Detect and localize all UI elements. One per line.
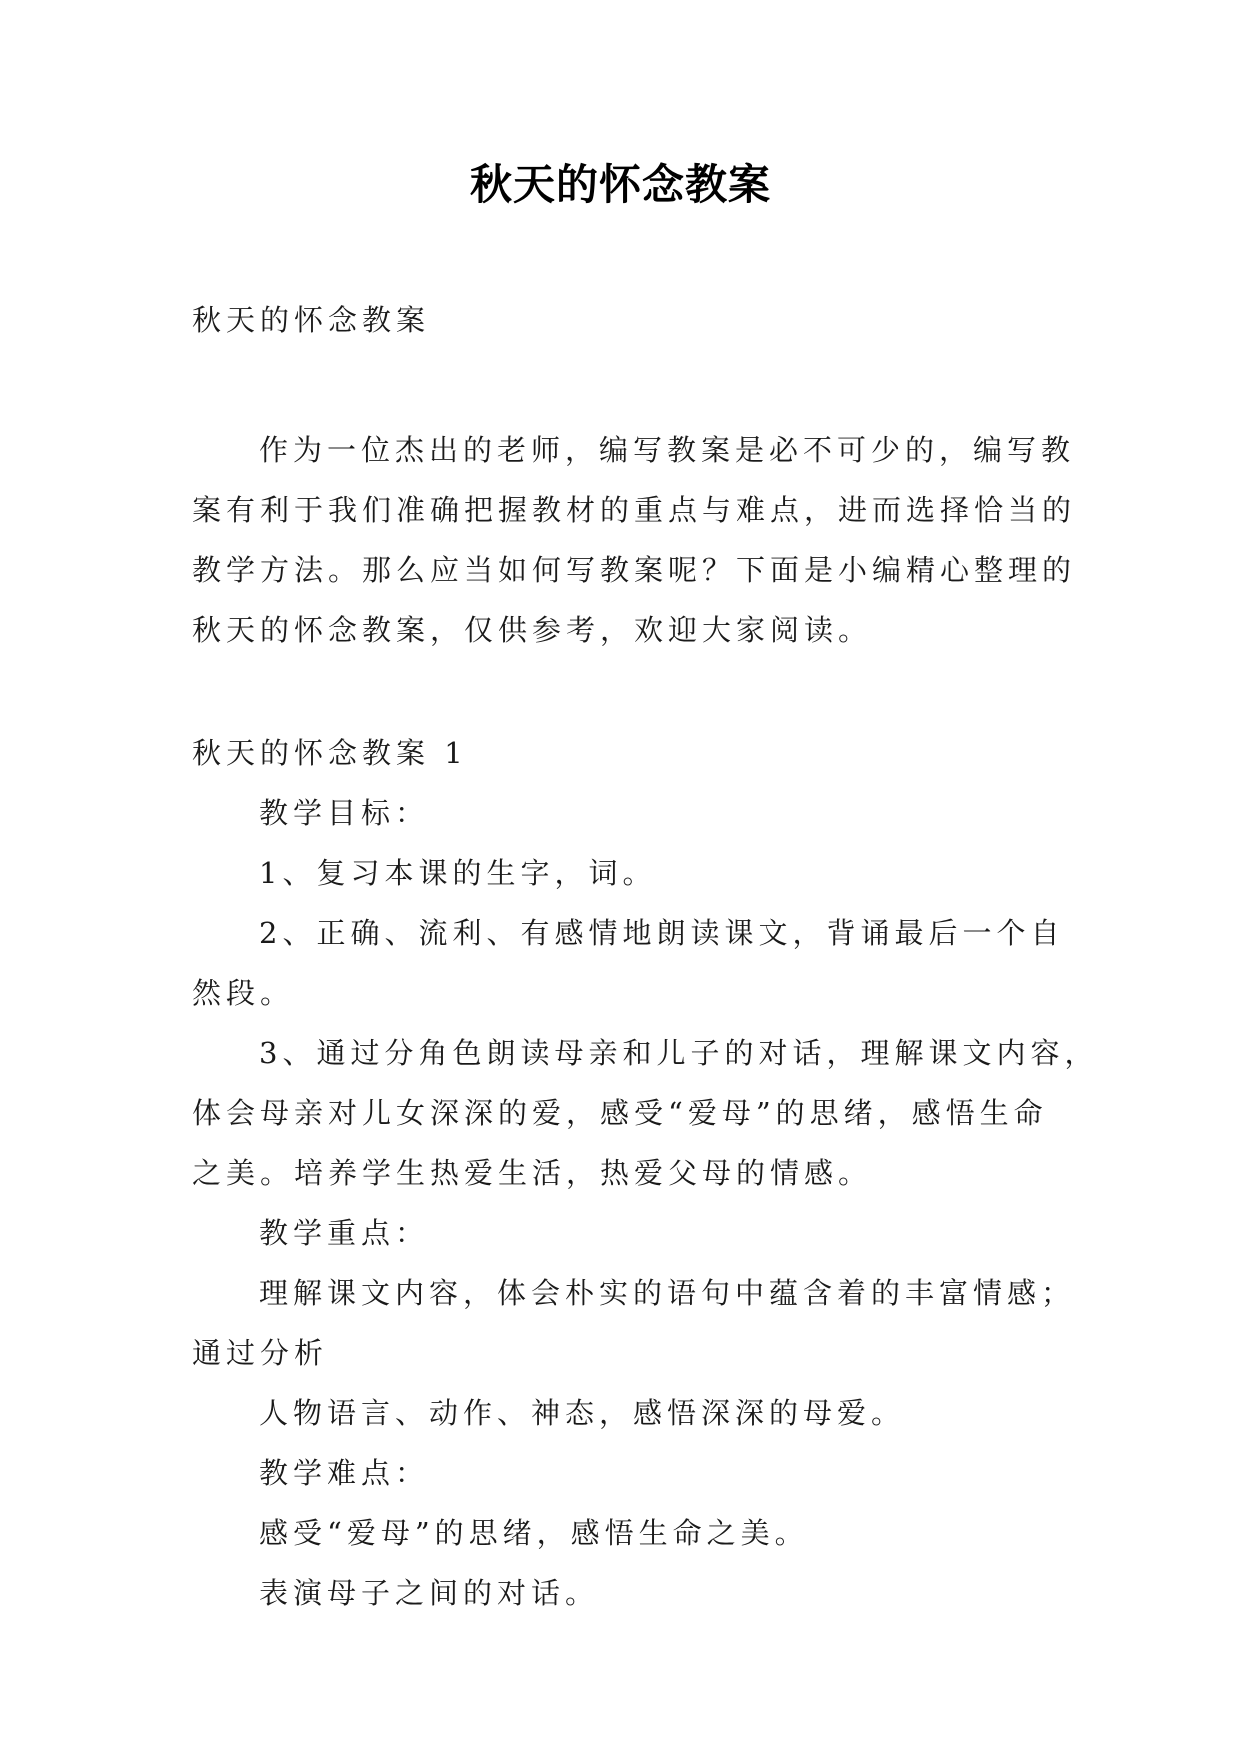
goal-item: 3、通过分角色朗读母亲和儿子的对话，理解课文内容，	[259, 1036, 1099, 1070]
section-1	[192, 723, 1099, 1623]
focus-text: 人物语言、动作、神态，感悟深深的母爱。	[259, 1396, 906, 1430]
focus-label: 教学重点：	[259, 1216, 430, 1250]
goal-item: 1、复习本课的生字，词。	[259, 856, 657, 890]
document-title: 秋天的怀念教案	[469, 160, 771, 209]
difficulty-item: 感受“爱母”的思绪，感悟生命之美。	[259, 1516, 809, 1550]
difficulty-item: 表演母子之间的对话。	[259, 1576, 600, 1610]
intro-line: 作为一位杰出的老师，编写教案是必不可少的，编写教	[259, 433, 1076, 467]
intro-line: 教学方法。那么应当如何写教案呢？下面是小编精心整理的	[192, 553, 1077, 587]
document-body	[192, 290, 1099, 1623]
intro-line: 案有利于我们准确把握教材的重点与难点，进而选择恰当的	[192, 493, 1077, 527]
goal-item-continuation: 体会母亲对儿女深深的爱，感受“爱母”的思绪，感悟生命	[192, 1096, 1048, 1130]
intro-line: 秋天的怀念教案，仅供参考，欢迎大家阅读。	[192, 613, 873, 647]
difficulty-label: 教学难点：	[259, 1456, 430, 1490]
focus-text: 理解课文内容，体会朴实的语句中蕴含着的丰富情感；	[259, 1276, 1076, 1310]
section-heading: 秋天的怀念教案 1	[192, 736, 468, 770]
document-subtitle: 秋天的怀念教案	[192, 303, 431, 337]
intro-paragraph	[192, 420, 1077, 660]
goal-item-continuation: 然段。	[192, 976, 295, 1010]
goal-item-continuation: 之美。培养学生热爱生活，热爱父母的情感。	[192, 1156, 873, 1190]
goals-label: 教学目标：	[259, 796, 430, 830]
goal-item: 2、正确、流利、有感情地朗读课文，背诵最后一个自	[259, 916, 1065, 950]
focus-text-continuation: 通过分析	[192, 1336, 329, 1370]
